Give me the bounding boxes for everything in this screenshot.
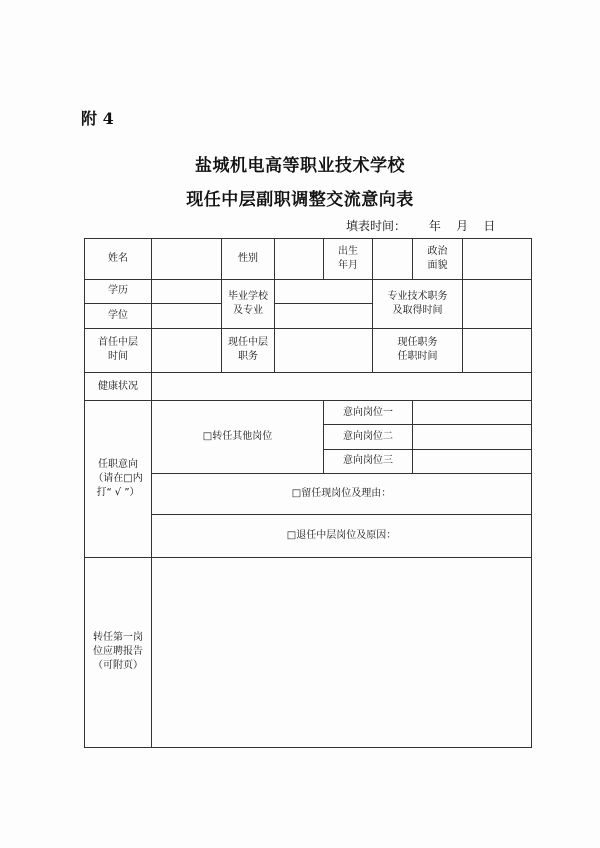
current-post-time-field[interactable] (463, 328, 532, 373)
transfer-other-option[interactable]: □转任其他岗位 (152, 400, 324, 473)
current-post-time-label: 现任职务 任职时间 (373, 328, 463, 373)
political-label: 政治 面貌 (413, 239, 463, 280)
report-label: 转任第一岗 位应聘报告 （可附页） (85, 557, 152, 747)
intent1-field[interactable] (413, 400, 532, 424)
intention-form-table (84, 238, 532, 748)
attachment-label: 附 4 (81, 109, 114, 128)
degree-field[interactable] (152, 304, 222, 328)
tech-title-label: 专业技术职务 及取得时间 (373, 279, 463, 328)
gender-field[interactable] (275, 239, 324, 280)
first-mid-time-label: 首任中层 时间 (85, 328, 152, 373)
intent2-label: 意向岗位二 (324, 425, 413, 449)
school-title: 盐城机电高等职业技术学校 (195, 156, 405, 176)
education-label: 学历 (85, 279, 152, 303)
degree-school-field[interactable] (275, 304, 373, 328)
form-title: 现任中层副职调整交流意向表 (186, 190, 414, 210)
intention-label: 任职意向 （请在□内 打“ √ ”） (85, 400, 152, 557)
report-field[interactable] (152, 557, 532, 747)
political-field[interactable] (463, 239, 532, 280)
current-mid-post-field[interactable] (275, 328, 373, 373)
name-field[interactable] (152, 239, 222, 280)
first-mid-time-field[interactable] (152, 328, 222, 373)
intent1-label: 意向岗位一 (324, 400, 413, 424)
gender-label: 性别 (222, 239, 275, 280)
degree-label: 学位 (85, 304, 152, 328)
current-mid-post-label: 现任中层 职务 (222, 328, 275, 373)
education-field[interactable] (152, 279, 222, 303)
school-major-label: 毕业学校 及专业 (222, 279, 275, 328)
health-label: 健康状况 (85, 373, 152, 400)
intent3-field[interactable] (413, 449, 532, 473)
tech-title-field[interactable] (463, 279, 532, 328)
intent2-field[interactable] (413, 425, 532, 449)
birth-label: 出生 年月 (324, 239, 373, 280)
education-school-field[interactable] (275, 279, 373, 303)
birth-field[interactable] (373, 239, 413, 280)
intent3-label: 意向岗位三 (324, 449, 413, 473)
stay-reason-option[interactable]: □留任现岗位及理由： (152, 474, 532, 515)
name-label: 姓名 (85, 239, 152, 280)
retire-reason-option[interactable]: □退任中层岗位及原因： (152, 514, 532, 557)
fill-date: 填表时间： 年 月 日 (346, 219, 496, 233)
health-field[interactable] (152, 373, 532, 400)
